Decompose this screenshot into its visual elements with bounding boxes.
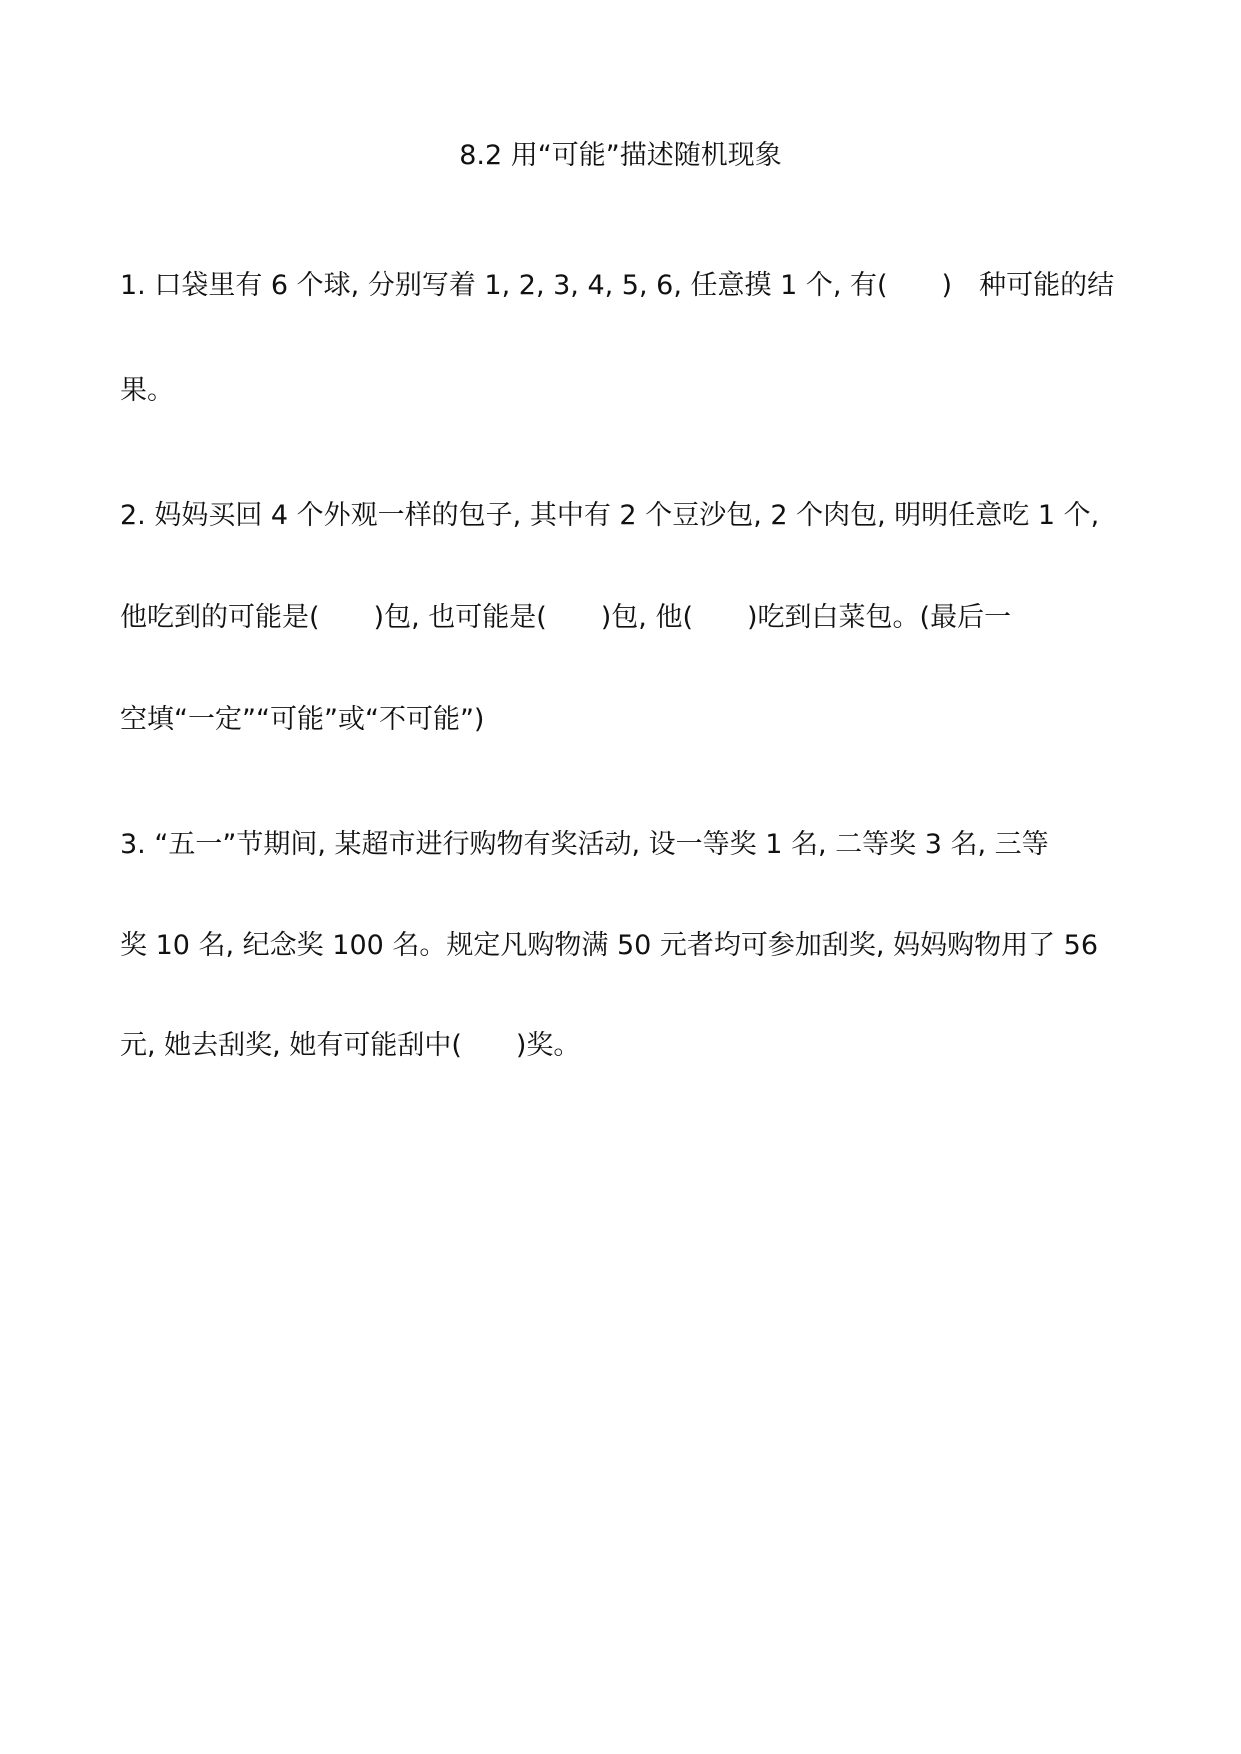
question-2-line-1: 2. 妈妈买回 4 个外观一样的包子, 其中有 2 个豆沙包, 2 个肉包, 明明任意吃 1 个, (120, 500, 1100, 531)
question-3-line-2: 奖 10 名, 纪念奖 100 名。规定凡购物满 50 元者均可参加刮奖, 妈妈购物用了 56 (120, 930, 1099, 961)
question-2-line-2: 他吃到的可能是( )包, 也可能是( )包, 他( )吃到白菜包。(最后一 (120, 602, 1012, 633)
page-title: 8.2 用“可能”描述随机现象 (459, 140, 782, 171)
question-2-line-3: 空填“一定”“可能”或“不可能”) (120, 704, 485, 735)
question-1-line-1: 1. 口袋里有 6 个球, 分别写着 1, 2, 3, 4, 5, 6, 任意摸 1 个, 有( ) 种可能的结 (120, 270, 1115, 301)
question-3-line-3: 元, 她去刮奖, 她有可能刮中( )奖。 (120, 1030, 581, 1061)
question-3-line-1: 3. “五一”节期间, 某超市进行购物有奖活动, 设一等奖 1 名, 二等奖 3 名, 三等 (120, 829, 1049, 860)
question-1-line-2: 果。 (120, 375, 174, 406)
